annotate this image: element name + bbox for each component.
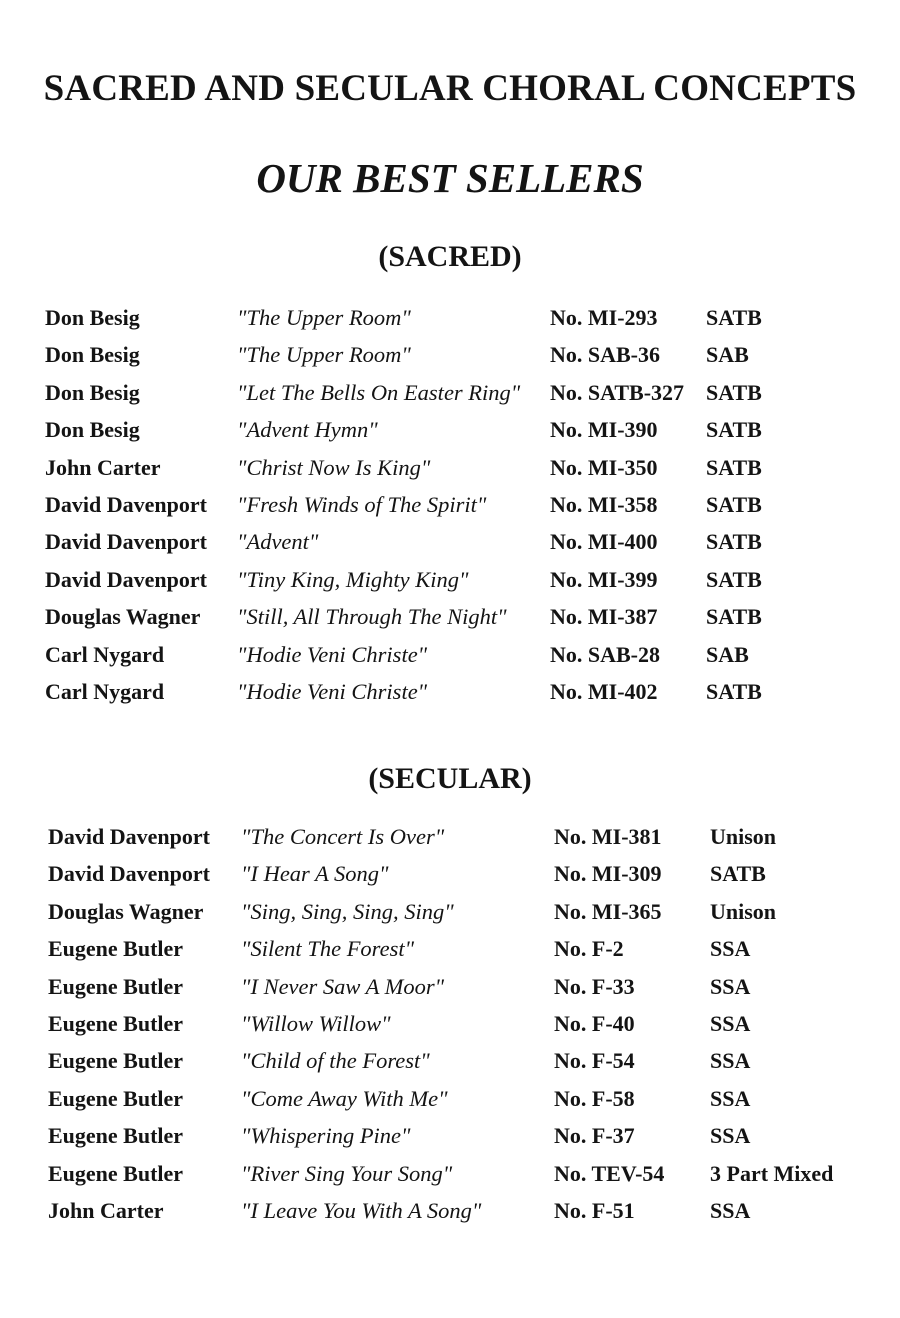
listing-row [0, 449, 900, 486]
composer-name: Don Besig [45, 342, 140, 368]
song-title: "The Upper Room" [237, 305, 411, 330]
voicing: SATB [706, 454, 762, 480]
song-title: "Still, All Through The Night" [237, 604, 507, 630]
song-title: "Tiny King, Mighty King" [237, 566, 469, 592]
catalog-number: No. MI-309 [554, 861, 662, 887]
voicing: Unison [710, 898, 777, 924]
song-title: "Silent The Forest" [241, 936, 415, 962]
catalog-number: No. F-33 [554, 973, 635, 999]
composer-name: Eugene Butler [48, 1123, 184, 1149]
listing-row [0, 374, 900, 411]
voicing: SATB [706, 604, 762, 630]
catalog-number: No. F-51 [554, 1197, 635, 1223]
composer-name: Don Besig [45, 379, 140, 405]
voicing: SSA [710, 936, 751, 962]
voicing: SSA [710, 973, 751, 999]
voicing: SSA [710, 1010, 751, 1036]
catalog-number: No. SATB-327 [550, 379, 685, 405]
composer-name: Carl Nygard [45, 678, 165, 704]
sacred-section-heading: (SACRED) [378, 240, 522, 273]
composer-name: John Carter [48, 1197, 164, 1223]
composer-name: Don Besig [45, 417, 140, 443]
composer-name: David Davenport [45, 529, 207, 555]
voicing: SSA [710, 1197, 751, 1223]
secular-section-heading: (SECULAR) [368, 762, 532, 795]
voicing: SATB [706, 379, 762, 405]
composer-name: Douglas Wagner [45, 604, 201, 630]
voicing: SATB [706, 529, 762, 555]
voicing: SATB [706, 305, 762, 330]
song-title: "The Upper Room" [237, 342, 411, 368]
song-title: "Advent" [237, 529, 319, 555]
song-title: "Christ Now Is King" [237, 454, 431, 480]
song-title: "Willow Willow" [241, 1010, 391, 1036]
song-title: "The Concert Is Over" [241, 824, 445, 849]
composer-name: Eugene Butler [48, 1048, 184, 1074]
song-title: "Hodie Veni Christe" [237, 641, 428, 667]
catalog-number: No. F-37 [554, 1123, 635, 1149]
listing-row [0, 855, 900, 892]
catalog-number: No. MI-387 [550, 604, 658, 630]
catalog-number: No. MI-381 [554, 824, 662, 849]
listing-row [0, 411, 900, 448]
song-title: "River Sing Your Song" [241, 1160, 453, 1186]
voicing: Unison [710, 824, 777, 849]
listing-row [0, 336, 900, 373]
composer-name: Douglas Wagner [48, 898, 204, 924]
catalog-number: No. MI-399 [550, 566, 658, 592]
composer-name: David Davenport [45, 566, 207, 592]
listing-row [0, 636, 900, 673]
listing-row [0, 968, 900, 1005]
listing-row [0, 673, 900, 710]
song-title: "Come Away With Me" [241, 1085, 448, 1111]
voicing: SATB [710, 861, 766, 887]
song-title: "Sing, Sing, Sing, Sing" [241, 898, 454, 924]
listing-row [0, 930, 900, 967]
listing-row [0, 523, 900, 560]
composer-name: David Davenport [48, 861, 210, 887]
catalog-number: No. F-2 [554, 936, 624, 962]
catalog-number: No. F-40 [554, 1010, 635, 1036]
composer-name: David Davenport [48, 824, 210, 849]
composer-name: Eugene Butler [48, 936, 184, 962]
catalog-number: No. SAB-36 [550, 342, 661, 368]
catalog-number: No. MI-365 [554, 898, 662, 924]
catalog-number: No. MI-350 [550, 454, 658, 480]
voicing: SSA [710, 1123, 751, 1149]
voicing: SATB [706, 417, 762, 443]
secular-listing [0, 818, 900, 1229]
listing-row [0, 561, 900, 598]
song-title: "I Never Saw A Moor" [241, 973, 445, 999]
catalog-number: No. F-54 [554, 1048, 635, 1074]
listing-row [0, 1005, 900, 1042]
page-subtitle: OUR BEST SELLERS [256, 155, 644, 201]
song-title: "Whispering Pine" [241, 1123, 411, 1149]
composer-name: David Davenport [45, 491, 207, 517]
listing-row [0, 818, 900, 855]
voicing: SSA [710, 1085, 751, 1111]
page-title: SACRED AND SECULAR CHORAL CONCEPTS [43, 68, 857, 109]
voicing: SAB [706, 342, 749, 368]
listing-row [0, 1117, 900, 1154]
composer-name: Eugene Butler [48, 1010, 184, 1036]
listing-row [0, 299, 900, 336]
listing-row [0, 1192, 900, 1229]
catalog-number: No. MI-358 [550, 491, 658, 517]
song-title: "Let The Bells On Easter Ring" [237, 379, 521, 405]
listing-row [0, 598, 900, 635]
voicing: SATB [706, 491, 762, 517]
composer-name: Carl Nygard [45, 641, 165, 667]
listing-row [0, 486, 900, 523]
listing-row [0, 1155, 900, 1192]
song-title: "Hodie Veni Christe" [237, 678, 428, 704]
sacred-listing [0, 299, 900, 710]
composer-name: John Carter [45, 454, 161, 480]
catalog-number: No. SAB-28 [550, 641, 661, 667]
song-title: "I Leave You With A Song" [241, 1197, 482, 1223]
composer-name: Eugene Butler [48, 973, 184, 999]
voicing: 3 Part Mixed [710, 1160, 834, 1186]
song-title: "Child of the Forest" [241, 1048, 430, 1074]
voicing: SSA [710, 1048, 751, 1074]
catalog-number: No. MI-400 [550, 529, 658, 555]
composer-name: Eugene Butler [48, 1085, 184, 1111]
voicing: SATB [706, 678, 762, 704]
voicing: SAB [706, 641, 749, 667]
song-title: "Fresh Winds of The Spirit" [237, 491, 487, 517]
song-title: "Advent Hymn" [237, 417, 378, 443]
catalog-number: No. MI-293 [550, 305, 658, 330]
voicing: SATB [706, 566, 762, 592]
composer-name: Don Besig [45, 305, 140, 330]
listing-row [0, 1042, 900, 1079]
listing-row [0, 1080, 900, 1117]
listing-row [0, 893, 900, 930]
catalog-number: No. MI-402 [550, 678, 658, 704]
catalog-number: No. MI-390 [550, 417, 658, 443]
catalog-number: No. TEV-54 [554, 1160, 665, 1186]
catalog-number: No. F-58 [554, 1085, 635, 1111]
song-title: "I Hear A Song" [241, 861, 389, 887]
composer-name: Eugene Butler [48, 1160, 184, 1186]
